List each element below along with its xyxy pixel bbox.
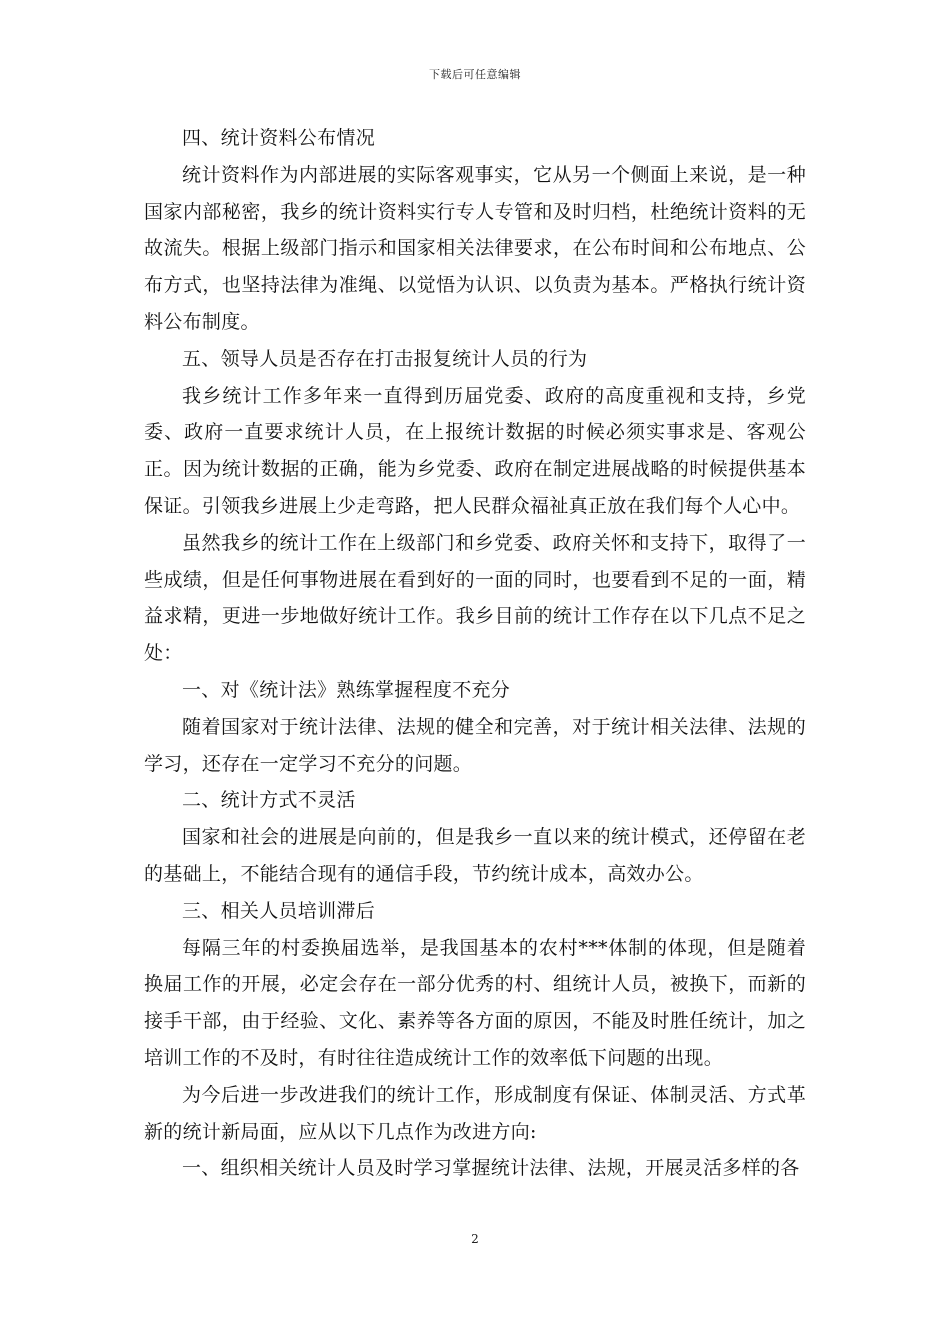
section-heading-law-mastery: 一、对《统计法》熟练掌握程度不充分 [182, 678, 511, 701]
body-paragraph: 我乡统计工作多年来一直得到历届党委、政府的高度重视和支持，乡党委、政府一直要求统计人员，在上报统计数据的时候必须实事求是、客观公正。因为统计数据的正确，能为乡党委、政府在制定进展战略的时候提供基本保证。引领我乡进展上少走弯路，把人民群众福祉真正放在我们每个人心中。 [144, 384, 806, 517]
section-heading-improvement-1: 一、组织相关统计人员及时学习掌握统计法律、法规，开展灵活多样的各 [182, 1157, 800, 1180]
body-paragraph: 虽然我乡的统计工作在上级部门和乡党委、政府关怀和支持下，取得了一些成绩，但是任何事物进展在看到好的一面的同时，也要看到不足的一面，精益求精，更进一步地做好统计工作。我乡目前的统计工作存在以下几点不足之处： [144, 531, 806, 665]
document-body [144, 120, 806, 1187]
body-paragraph: 每隔三年的村委换届选举，是我国基本的农村***体制的体现，但是随着换届工作的开展，必定会存在一部分优秀的村、组统计人员，被换下，而新的接手干部，由于经验、文化、素养等各方面的原因，不能及时胜任统计，加之培训工作的不及时，有时往往造成统计工作的效率低下问题的出现。 [144, 936, 806, 1069]
section-heading-retaliation: 五、领导人员是否存在打击报复统计人员的行为 [182, 347, 588, 370]
body-paragraph: 统计资料作为内部进展的实际客观事实，它从另一个侧面上来说，是一种国家内部秘密，我乡的统计资料实行专人专管和及时归档，杜绝统计资料的无故流失。根据上级部门指示和国家相关法律要求，在公布时间和公布地点、公布方式，也坚持法律为准绳、以觉悟为认识、以负责为基本。严格执行统计资料公布制度。 [144, 163, 806, 333]
page-number: 2 [471, 1232, 479, 1246]
page-header: 下载后可任意编辑 [429, 68, 521, 81]
body-paragraph: 国家和社会的进展是向前的，但是我乡一直以来的统计模式，还停留在老的基础上，不能结合现有的通信手段，节约统计成本，高效办公。 [144, 826, 806, 885]
section-heading-methods: 二、统计方式不灵活 [182, 789, 356, 812]
body-paragraph: 随着国家对于统计法律、法规的健全和完善，对于统计相关法律、法规的学习，还存在一定学习不充分的问题。 [144, 715, 806, 775]
body-paragraph: 为今后进一步改进我们的统计工作，形成制度有保证、体制灵活、方式革新的统计新局面，应从以下几点作为改进方向: [144, 1083, 806, 1143]
section-heading-training: 三、相关人员培训滞后 [182, 899, 376, 922]
section-heading-disclosure: 四、统计资料公布情况 [182, 127, 376, 149]
